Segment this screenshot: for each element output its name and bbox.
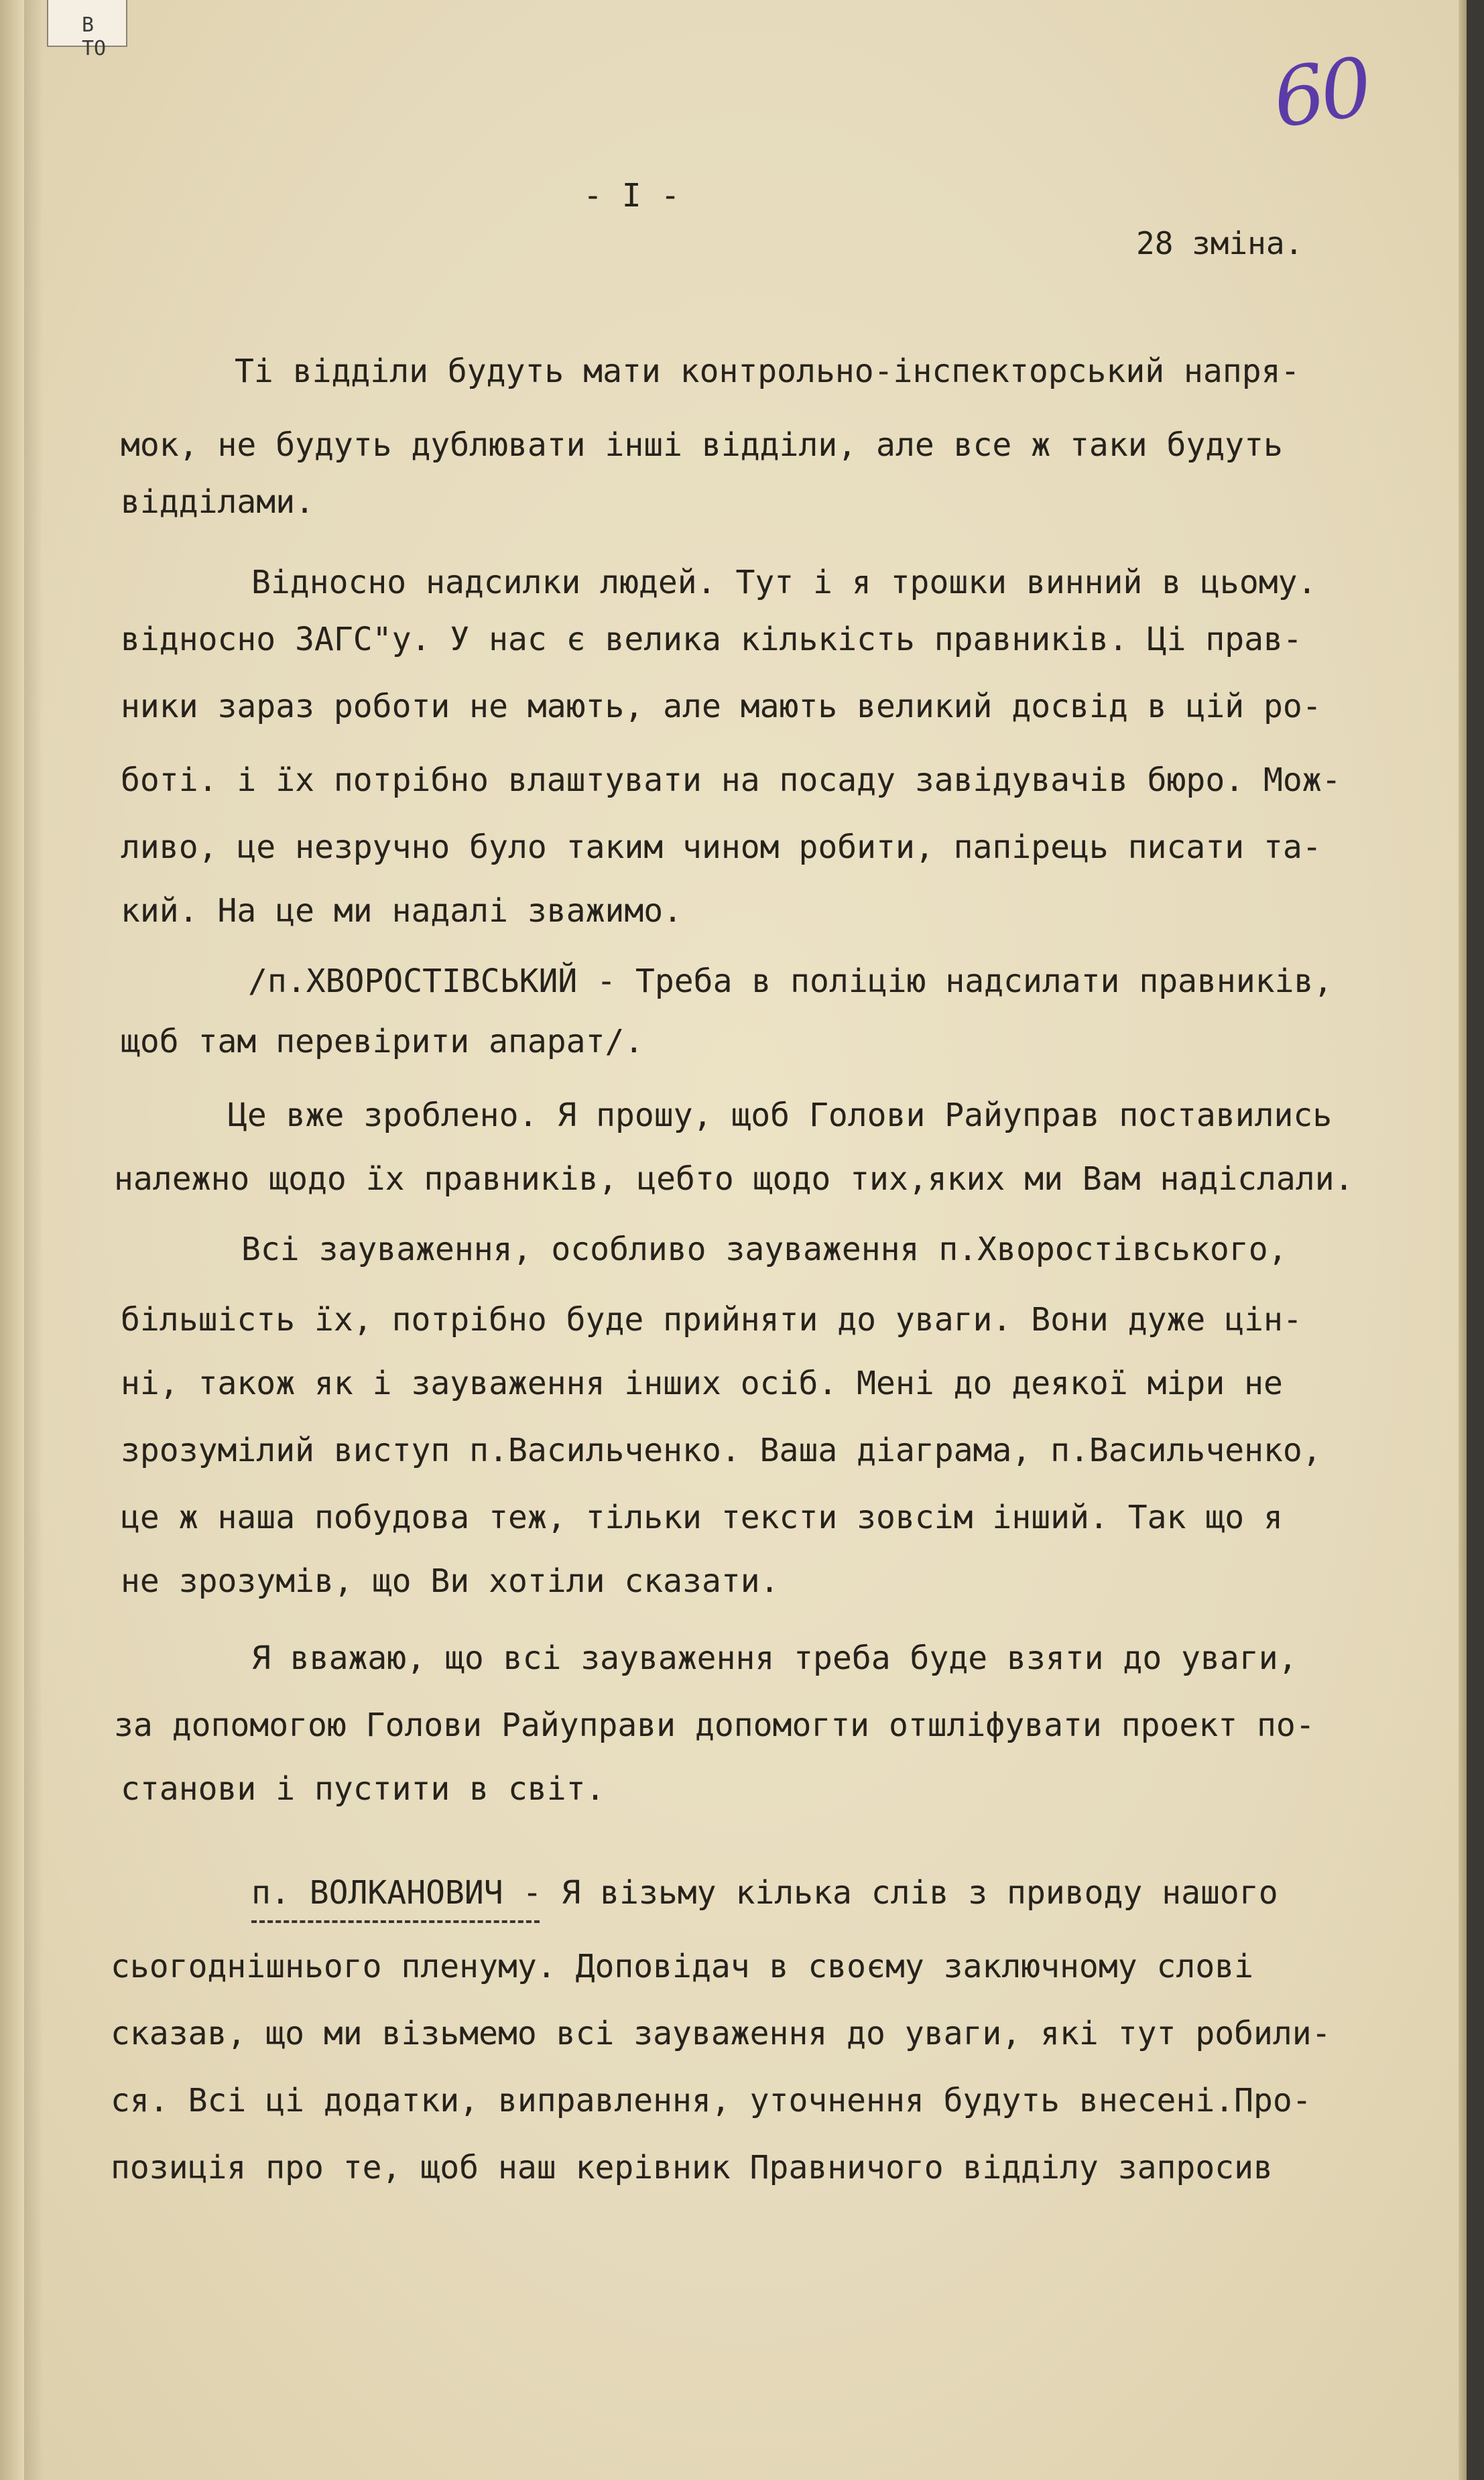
page-number: - I - <box>583 177 680 214</box>
folio-number: 60 <box>1267 40 1374 147</box>
text-line: станови і пустити в світ. <box>121 1770 605 1808</box>
text-line: зрозумілий виступ п.Васильченко. Ваша діаграма, п.Васильченко, <box>121 1432 1322 1469</box>
text-line: Я вважаю, що всі зауваження треба буде взяти до уваги, <box>251 1639 1298 1677</box>
page-right-border <box>1459 0 1467 2480</box>
text-line: сказав, що ми візьмемо всі зауваження до уваги, які тут робили- <box>111 2015 1331 2052</box>
page-left-edge <box>0 0 24 2480</box>
corner-stamp-text: В ТО <box>82 13 107 60</box>
text-line: відділами. <box>121 483 314 521</box>
text-line: позиція про те, щоб наш керівник Правничого відділу запросив <box>111 2149 1273 2186</box>
text-line: ся. Всі ці додатки, виправлення, уточнення будуть внесені.Про- <box>111 2082 1312 2119</box>
text-line: ники зараз роботи не мають, але мають великий досвід в цій ро- <box>121 688 1322 725</box>
text-line: Всі зауваження, особливо зауваження п.Хворостівського, <box>241 1231 1288 1268</box>
text-line: не зрозумів, що Ви хотіли сказати. <box>121 1562 780 1600</box>
text-line: відносно ЗАГС"у. У нас є велика кількість правників. Ці прав- <box>121 621 1302 658</box>
fold-shadow <box>24 0 43 2480</box>
scan-background-edge <box>1467 0 1484 2480</box>
text-line: Це вже зроблено. Я прошу, щоб Голови Райуправ поставились <box>228 1097 1333 1134</box>
text-line: Ті відділи будуть мати контрольно-інспекторський напря- <box>235 353 1300 390</box>
text-line: за допомогою Голови Райуправи допомогти отшліфувати проект по- <box>114 1707 1315 1744</box>
text-line: щоб там перевірити апарат/. <box>121 1023 644 1060</box>
text-line: кий. На це ми надалі зважимо. <box>121 892 683 930</box>
speaker-line: п. ВОЛКАНОВИЧ - Я візьму кілька слів з приводу нашого <box>251 1874 1278 1912</box>
text-line: боті. і їх потрібно влаштувати на посаду завідувачів бюро. Мож- <box>121 761 1341 799</box>
text-line: мок, не будуть дублювати інші відділи, але все ж таки будуть <box>121 426 1283 464</box>
corner-stamp <box>47 0 127 60</box>
document-date: 28 зміна. <box>1136 225 1304 261</box>
text-line: ні, також як і зауваження інших осіб. Мені до деякої міри не <box>121 1365 1283 1402</box>
text-line: належно щодо їх правників, цебто щодо тих,яких ми Вам надіслали. <box>114 1160 1354 1198</box>
speaker-underline <box>251 1920 540 1923</box>
text-line: сьогоднішнього пленуму. Доповідач в своєму заключному слові <box>111 1948 1254 1985</box>
text-line: Відносно надсилки людей. Тут і я трошки винний в цьому. <box>251 564 1317 601</box>
text-line: це ж наша побудова теж, тільки тексти зовсім інший. Так що я <box>121 1499 1283 1536</box>
text-line: /п.ХВОРОСТІВСЬКИЙ - Треба в поліцію надсилати правників, <box>248 963 1333 1000</box>
text-line: більшість їх, потрібно буде прийняти до уваги. Вони дуже цін- <box>121 1301 1302 1339</box>
text-line: ливо, це незручно було таким чином робити, папірець писати та- <box>121 828 1322 866</box>
